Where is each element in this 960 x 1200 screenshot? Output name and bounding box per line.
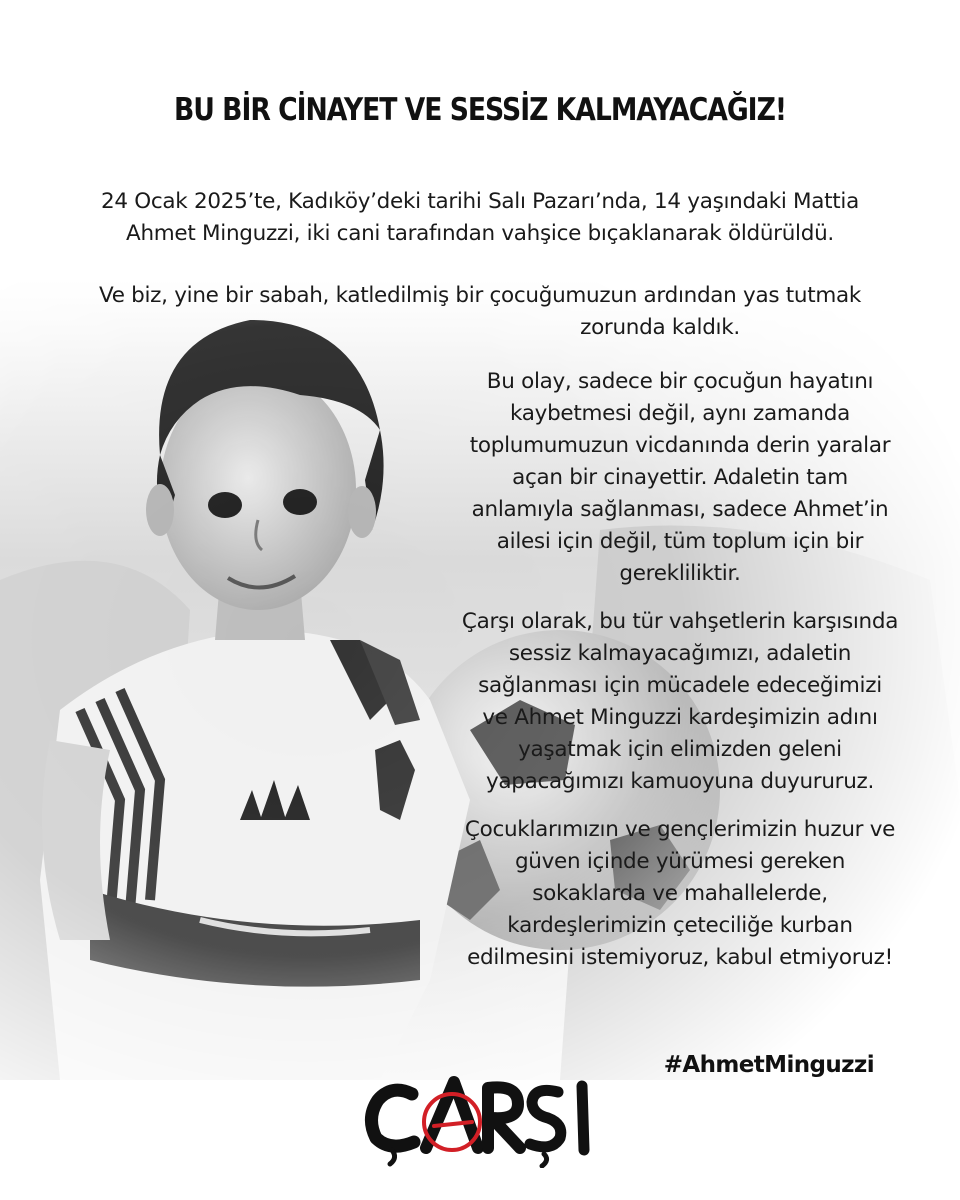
text-line: sağlanması için mücadele edeceğimizi xyxy=(478,673,882,698)
justice-paragraph xyxy=(400,366,960,590)
text-line: zorunda kaldık. xyxy=(580,315,740,340)
text-line: toplumumuzun vicdanında derin yaralar xyxy=(469,433,891,458)
text-line: gerekliliktir. xyxy=(619,561,741,586)
text-line: Çarşı olarak, bu tür vahşetlerin karşısında xyxy=(461,609,899,634)
carsi-logo xyxy=(362,1072,598,1168)
text-line: kardeşlerimizin çeteciliğe kurban xyxy=(507,913,853,938)
text-line: Çocuklarımızın ve gençlerimizin huzur ve xyxy=(464,817,896,842)
text-line: güven içinde yürümesi gereken xyxy=(514,849,846,874)
text-line: anlamıyla sağlanması, sadece Ahmet’in xyxy=(471,497,889,522)
text-line: 24 Ocak 2025’te, Kadıköy’deki tarihi Salı Pazarı’nda, 14 yaşındaki Mattia xyxy=(101,189,859,214)
text-line: Ve biz, yine bir sabah, katledilmiş bir çocuğumuzun ardından yas tutmak xyxy=(98,283,862,308)
statement-paragraph xyxy=(400,606,960,798)
text-line: sokaklarda ve mahallelerde, xyxy=(532,881,828,906)
text-line: Ahmet Minguzzi, iki cani tarafından vahşice bıçaklanarak öldürüldü. xyxy=(126,221,834,246)
text-line: ve Ahmet Minguzzi kardeşimizin adını xyxy=(482,705,878,730)
mourning-paragraph xyxy=(60,280,900,344)
intro-paragraph xyxy=(60,186,900,250)
text-line: sessiz kalmayacağımızı, adaletin xyxy=(508,641,852,666)
closing-paragraph xyxy=(400,814,960,974)
text-line: ailesi için değil, tüm toplum için bir xyxy=(496,529,864,554)
text-line: Bu olay, sadece bir çocuğun hayatını xyxy=(486,369,874,394)
text-line: yaşatmak için elimizden geleni xyxy=(518,737,842,762)
text-line: yapacağımızı kamuoyuna duyururuz. xyxy=(485,769,875,794)
logo-lettering xyxy=(371,1082,584,1166)
hashtag: #AhmetMinguzzi xyxy=(663,1052,874,1078)
text-line: edilmesini istemiyoruz, kabul etmiyoruz! xyxy=(467,945,893,970)
text-line: kaybetmesi değil, aynı zamanda xyxy=(510,401,850,426)
headline: BU BİR CİNAYET VE SESSİZ KALMAYACAĞIZ! xyxy=(174,92,786,128)
text-line: açan bir cinayettir. Adaletin tam xyxy=(512,465,848,490)
